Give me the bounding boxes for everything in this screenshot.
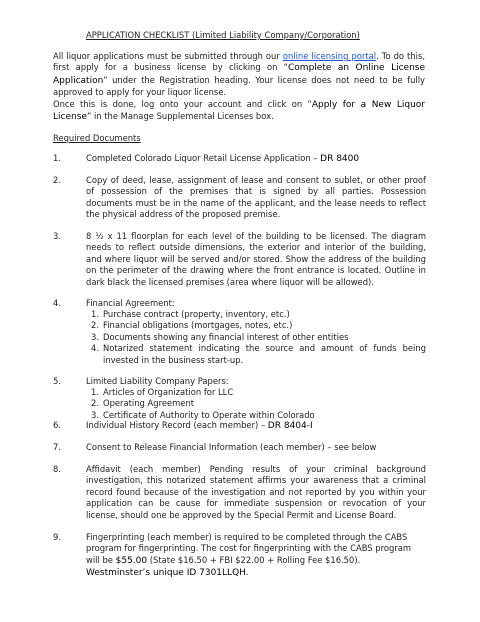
list-item: 2. Financial obligations (mortgages, notes, etc.)	[91, 320, 293, 331]
item-number: 4.	[53, 298, 61, 308]
page-title: APPLICATION CHECKLIST (Limited Liability Company/Corporation)	[86, 30, 360, 40]
checklist-item-3: 8 ½ x 11 floorplan for each level of the building to be licensed. The diagram needs to reflect outside dimensions, the exterior and interior of the building, and where liquor will be served and/or stored. Show the address of the building on the perimeter of the drawing where the front entrance is located. Outline in dark black the licensed premises (area where liquor will be allowed).	[86, 231, 426, 287]
checklist-item-5: Limited Liability Company Papers:	[86, 376, 229, 386]
item-number: 7.	[53, 442, 61, 452]
checklist-item-1: Completed Colorado Liquor Retail License Application – DR 8400	[86, 153, 360, 164]
item-number: 5.	[53, 376, 61, 386]
item-number: 9.	[53, 532, 61, 542]
fingerprint-fee: $55.00	[115, 555, 148, 566]
item-number: 1.	[53, 153, 61, 163]
apply-new-liquor-license-emphasis: Apply for a New Liquor License	[53, 100, 425, 123]
checklist-item-4: Financial Agreement:	[86, 298, 175, 308]
item-number: 6.	[53, 420, 61, 430]
checklist-item-2: Copy of deed, lease, assignment of lease and consent to sublet, or other proof of possession of the premises that is signed by all parties. Possession documents must be in the name of the applicant, and the lease needs to reflect the physical address of the proposed premise.	[86, 175, 426, 220]
list-item: 2. Operating Agreement	[91, 398, 195, 409]
required-documents-heading: Required Documents	[53, 133, 141, 143]
item-number: 2.	[53, 175, 61, 185]
online-licensing-portal-link[interactable]: online licensing portal	[282, 51, 377, 61]
item-number: 8.	[53, 464, 61, 474]
item-number: 3.	[53, 231, 61, 241]
dr-8400-form-ref: DR 8400	[320, 154, 360, 164]
checklist-item-6: Individual History Record (each member) – DR 8404-I	[86, 420, 313, 431]
checklist-item-7: Consent to Release Financial Information (each member) – see below	[86, 442, 377, 452]
list-item: 3. Certificate of Authority to Operate within Colorado	[91, 409, 315, 420]
checklist-item-9: Fingerprinting (each member) is required to be completed through the CABS program for fingerprinting. The cost for fingerprinting with the CABS program will be $55.00 (State $16.50 + FBI $22.00 + Rolling Fee $16.50). Westminster’s unique ID 7301LLQH.	[86, 532, 412, 579]
checklist-item-8: Affidavit (each member) Pending results of your criminal background investigation, this notarized statement affirms your awareness that a criminal record found because of the investigation and not reported by you within your application can be cause for immediate suspension or revocation of your license, should one be approved by the Special Permit and License Board.	[86, 464, 426, 520]
complete-application-emphasis: Complete an Online License Application	[53, 63, 425, 86]
list-item: 3. Documents showing any financial interest of other entities	[91, 331, 349, 342]
intro-paragraph-2: Once this is done, log onto your account and click on “Apply for a New Liquor License” in the Manage Supplemental Licenses box.	[53, 99, 425, 123]
westminster-unique-id: Westminster’s unique ID 7301LLQH	[86, 568, 246, 579]
financial-agreement-sublist	[86, 309, 426, 366]
list-item: 1. Articles of Organization for LLC	[91, 387, 234, 397]
list-item: 4. Notarized statement indicating the source and amount of funds being invested in the business start-up.	[91, 343, 426, 365]
intro-paragraph-1: All liquor applications must be submitted through our online licensing portal. To do this, first apply for a business license by clicking on “Complete an Online License Application” under the Registration heading. Your license does not need to be fully approved to apply for your liquor license.	[53, 51, 425, 98]
dr-8404-i-form-ref: DR 8404-I	[267, 421, 313, 431]
llc-papers-sublist	[86, 387, 426, 421]
list-item: 1. Purchase contract (property, inventory, etc.)	[91, 309, 290, 319]
